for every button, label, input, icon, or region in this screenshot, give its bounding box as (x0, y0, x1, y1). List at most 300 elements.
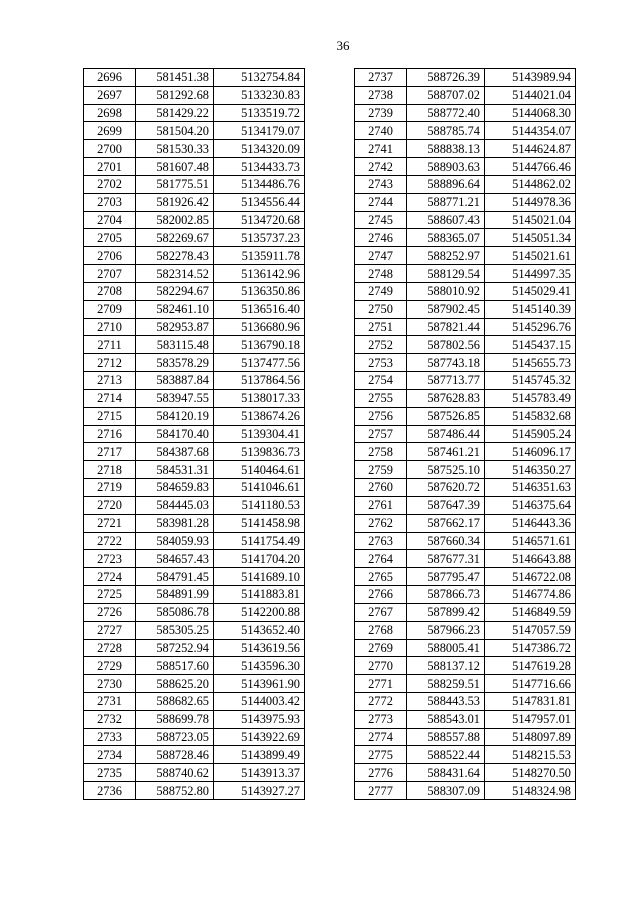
x-coordinate-cell: 588728.46 (136, 746, 214, 764)
y-coordinate-cell: 5144021.04 (485, 86, 576, 104)
table-row (84, 657, 305, 675)
point-number-cell: 2698 (84, 104, 136, 122)
x-coordinate-cell: 588005.41 (407, 639, 485, 657)
x-coordinate-cell: 583887.84 (136, 372, 214, 390)
point-number-cell: 2749 (355, 282, 407, 300)
table-row (84, 389, 305, 407)
point-number-cell: 2743 (355, 175, 407, 193)
y-coordinate-cell: 5147957.01 (485, 710, 576, 728)
x-coordinate-cell: 581292.68 (136, 86, 214, 104)
x-coordinate-cell: 588543.01 (407, 710, 485, 728)
x-coordinate-cell: 588903.63 (407, 158, 485, 176)
y-coordinate-cell: 5136790.18 (214, 336, 305, 354)
point-number-cell: 2726 (84, 603, 136, 621)
x-coordinate-cell: 588557.88 (407, 728, 485, 746)
y-coordinate-cell: 5136142.96 (214, 265, 305, 283)
table-row (355, 621, 576, 639)
table-row (355, 140, 576, 158)
table-row (84, 158, 305, 176)
y-coordinate-cell: 5143652.40 (214, 621, 305, 639)
table-row (355, 158, 576, 176)
point-number-cell: 2730 (84, 675, 136, 693)
point-number-cell: 2756 (355, 407, 407, 425)
point-number-cell: 2735 (84, 764, 136, 782)
point-number-cell: 2760 (355, 479, 407, 497)
y-coordinate-cell: 5144003.42 (214, 692, 305, 710)
y-coordinate-cell: 5136516.40 (214, 300, 305, 318)
table-row (355, 104, 576, 122)
table-row (84, 496, 305, 514)
point-number-cell: 2720 (84, 496, 136, 514)
point-number-cell: 2705 (84, 229, 136, 247)
table-row (84, 710, 305, 728)
point-number-cell: 2762 (355, 514, 407, 532)
point-number-cell: 2769 (355, 639, 407, 657)
table-row (84, 443, 305, 461)
point-number-cell: 2755 (355, 389, 407, 407)
point-number-cell: 2761 (355, 496, 407, 514)
point-number-cell: 2774 (355, 728, 407, 746)
table-row (355, 496, 576, 514)
table-row (355, 639, 576, 657)
point-number-cell: 2739 (355, 104, 407, 122)
table-row (355, 354, 576, 372)
y-coordinate-cell: 5145905.24 (485, 425, 576, 443)
table-row (84, 104, 305, 122)
x-coordinate-cell: 588137.12 (407, 657, 485, 675)
x-coordinate-cell: 584791.45 (136, 568, 214, 586)
point-number-cell: 2700 (84, 140, 136, 158)
point-number-cell: 2741 (355, 140, 407, 158)
table-row (84, 639, 305, 657)
table-row (355, 407, 576, 425)
point-number-cell: 2727 (84, 621, 136, 639)
point-number-cell: 2732 (84, 710, 136, 728)
y-coordinate-cell: 5148270.50 (485, 764, 576, 782)
table-row (355, 122, 576, 140)
y-coordinate-cell: 5138674.26 (214, 407, 305, 425)
table-row (84, 550, 305, 568)
table-row (84, 86, 305, 104)
table-row (84, 193, 305, 211)
y-coordinate-cell: 5146351.63 (485, 479, 576, 497)
x-coordinate-cell: 587677.31 (407, 550, 485, 568)
y-coordinate-cell: 5145051.34 (485, 229, 576, 247)
table-row (84, 282, 305, 300)
x-coordinate-cell: 583578.29 (136, 354, 214, 372)
point-number-cell: 2736 (84, 782, 136, 800)
x-coordinate-cell: 587660.34 (407, 532, 485, 550)
table-row (355, 193, 576, 211)
x-coordinate-cell: 587795.47 (407, 568, 485, 586)
point-number-cell: 2728 (84, 639, 136, 657)
x-coordinate-cell: 588517.60 (136, 657, 214, 675)
x-coordinate-cell: 581530.33 (136, 140, 214, 158)
y-coordinate-cell: 5145029.41 (485, 282, 576, 300)
y-coordinate-cell: 5141689.10 (214, 568, 305, 586)
x-coordinate-cell: 581926.42 (136, 193, 214, 211)
x-coordinate-cell: 581429.22 (136, 104, 214, 122)
point-number-cell: 2703 (84, 193, 136, 211)
x-coordinate-cell: 588723.05 (136, 728, 214, 746)
point-number-cell: 2715 (84, 407, 136, 425)
table-row (84, 122, 305, 140)
point-number-cell: 2709 (84, 300, 136, 318)
table-row (84, 782, 305, 800)
point-number-cell: 2731 (84, 692, 136, 710)
y-coordinate-cell: 5141046.61 (214, 479, 305, 497)
table-row (355, 782, 576, 800)
point-number-cell: 2766 (355, 586, 407, 604)
y-coordinate-cell: 5145296.76 (485, 318, 576, 336)
table-row (84, 407, 305, 425)
point-number-cell: 2753 (355, 354, 407, 372)
table-row (355, 550, 576, 568)
table-row (84, 568, 305, 586)
x-coordinate-cell: 587743.18 (407, 354, 485, 372)
point-number-cell: 2776 (355, 764, 407, 782)
y-coordinate-cell: 5143927.27 (214, 782, 305, 800)
x-coordinate-cell: 588699.78 (136, 710, 214, 728)
y-coordinate-cell: 5147831.81 (485, 692, 576, 710)
y-coordinate-cell: 5139836.73 (214, 443, 305, 461)
point-number-cell: 2713 (84, 372, 136, 390)
table-row (84, 603, 305, 621)
point-number-cell: 2757 (355, 425, 407, 443)
table-row (355, 86, 576, 104)
point-number-cell: 2701 (84, 158, 136, 176)
y-coordinate-cell: 5148324.98 (485, 782, 576, 800)
x-coordinate-cell: 584657.43 (136, 550, 214, 568)
point-number-cell: 2706 (84, 247, 136, 265)
point-number-cell: 2719 (84, 479, 136, 497)
x-coordinate-cell: 588307.09 (407, 782, 485, 800)
x-coordinate-cell: 588726.39 (407, 69, 485, 87)
table-row (84, 211, 305, 229)
y-coordinate-cell: 5146774.86 (485, 586, 576, 604)
x-coordinate-cell: 584387.68 (136, 443, 214, 461)
point-number-cell: 2696 (84, 69, 136, 87)
y-coordinate-cell: 5148215.53 (485, 746, 576, 764)
y-coordinate-cell: 5143975.93 (214, 710, 305, 728)
point-number-cell: 2773 (355, 710, 407, 728)
table-row (84, 728, 305, 746)
point-number-cell: 2729 (84, 657, 136, 675)
point-number-cell: 2750 (355, 300, 407, 318)
y-coordinate-cell: 5140464.61 (214, 461, 305, 479)
y-coordinate-cell: 5146643.88 (485, 550, 576, 568)
table-row (355, 300, 576, 318)
point-number-cell: 2737 (355, 69, 407, 87)
y-coordinate-cell: 5139304.41 (214, 425, 305, 443)
point-number-cell: 2770 (355, 657, 407, 675)
y-coordinate-cell: 5147619.28 (485, 657, 576, 675)
point-number-cell: 2740 (355, 122, 407, 140)
point-number-cell: 2742 (355, 158, 407, 176)
table-row (84, 265, 305, 283)
y-coordinate-cell: 5144354.07 (485, 122, 576, 140)
x-coordinate-cell: 583981.28 (136, 514, 214, 532)
point-number-cell: 2722 (84, 532, 136, 550)
table-row (355, 764, 576, 782)
x-coordinate-cell: 587628.83 (407, 389, 485, 407)
x-coordinate-cell: 587802.56 (407, 336, 485, 354)
table-row (355, 265, 576, 283)
y-coordinate-cell: 5144068.30 (485, 104, 576, 122)
y-coordinate-cell: 5141754.49 (214, 532, 305, 550)
x-coordinate-cell: 588129.54 (407, 265, 485, 283)
point-number-cell: 2759 (355, 461, 407, 479)
y-coordinate-cell: 5143922.69 (214, 728, 305, 746)
y-coordinate-cell: 5141704.20 (214, 550, 305, 568)
table-row (355, 479, 576, 497)
x-coordinate-cell: 588740.62 (136, 764, 214, 782)
y-coordinate-cell: 5145655.73 (485, 354, 576, 372)
y-coordinate-cell: 5146722.08 (485, 568, 576, 586)
x-coordinate-cell: 584445.03 (136, 496, 214, 514)
y-coordinate-cell: 5134556.44 (214, 193, 305, 211)
table-row (355, 425, 576, 443)
table-row (355, 389, 576, 407)
point-number-cell: 2746 (355, 229, 407, 247)
table-row (84, 764, 305, 782)
point-number-cell: 2748 (355, 265, 407, 283)
point-number-cell: 2738 (355, 86, 407, 104)
y-coordinate-cell: 5144978.36 (485, 193, 576, 211)
y-coordinate-cell: 5138017.33 (214, 389, 305, 407)
point-number-cell: 2745 (355, 211, 407, 229)
y-coordinate-cell: 5143596.30 (214, 657, 305, 675)
y-coordinate-cell: 5146849.59 (485, 603, 576, 621)
x-coordinate-cell: 587866.73 (407, 586, 485, 604)
y-coordinate-cell: 5145745.32 (485, 372, 576, 390)
y-coordinate-cell: 5147716.66 (485, 675, 576, 693)
y-coordinate-cell: 5133519.72 (214, 104, 305, 122)
x-coordinate-cell: 587821.44 (407, 318, 485, 336)
y-coordinate-cell: 5137477.56 (214, 354, 305, 372)
table-row (84, 372, 305, 390)
x-coordinate-cell: 587461.21 (407, 443, 485, 461)
table-row (84, 336, 305, 354)
x-coordinate-cell: 587662.17 (407, 514, 485, 532)
point-number-cell: 2765 (355, 568, 407, 586)
point-number-cell: 2707 (84, 265, 136, 283)
y-coordinate-cell: 5143961.90 (214, 675, 305, 693)
x-coordinate-cell: 588707.02 (407, 86, 485, 104)
x-coordinate-cell: 582002.85 (136, 211, 214, 229)
x-coordinate-cell: 588785.74 (407, 122, 485, 140)
y-coordinate-cell: 5147386.72 (485, 639, 576, 657)
table-row (355, 229, 576, 247)
y-coordinate-cell: 5134486.76 (214, 175, 305, 193)
x-coordinate-cell: 587620.72 (407, 479, 485, 497)
x-coordinate-cell: 588522.44 (407, 746, 485, 764)
x-coordinate-cell: 585305.25 (136, 621, 214, 639)
point-number-cell: 2711 (84, 336, 136, 354)
table-body-left (84, 69, 305, 800)
table-row (355, 372, 576, 390)
x-coordinate-cell: 588682.65 (136, 692, 214, 710)
y-coordinate-cell: 5137864.56 (214, 372, 305, 390)
x-coordinate-cell: 587526.85 (407, 407, 485, 425)
point-number-cell: 2724 (84, 568, 136, 586)
x-coordinate-cell: 581504.20 (136, 122, 214, 140)
y-coordinate-cell: 5134720.68 (214, 211, 305, 229)
y-coordinate-cell: 5141883.81 (214, 586, 305, 604)
y-coordinate-cell: 5141180.53 (214, 496, 305, 514)
table-row (355, 514, 576, 532)
point-number-cell: 2777 (355, 782, 407, 800)
x-coordinate-cell: 588252.97 (407, 247, 485, 265)
x-coordinate-cell: 584891.99 (136, 586, 214, 604)
point-number-cell: 2744 (355, 193, 407, 211)
x-coordinate-cell: 583115.48 (136, 336, 214, 354)
x-coordinate-cell: 588365.07 (407, 229, 485, 247)
x-coordinate-cell: 588752.80 (136, 782, 214, 800)
point-number-cell: 2752 (355, 336, 407, 354)
x-coordinate-cell: 588431.64 (407, 764, 485, 782)
x-coordinate-cell: 588772.40 (407, 104, 485, 122)
x-coordinate-cell: 588443.53 (407, 692, 485, 710)
table-row (355, 603, 576, 621)
table-row (355, 461, 576, 479)
x-coordinate-cell: 587252.94 (136, 639, 214, 657)
x-coordinate-cell: 582461.10 (136, 300, 214, 318)
table-row (84, 586, 305, 604)
table-row (355, 746, 576, 764)
point-number-cell: 2710 (84, 318, 136, 336)
point-number-cell: 2775 (355, 746, 407, 764)
x-coordinate-cell: 582294.67 (136, 282, 214, 300)
x-coordinate-cell: 587902.45 (407, 300, 485, 318)
y-coordinate-cell: 5145437.15 (485, 336, 576, 354)
y-coordinate-cell: 5146571.61 (485, 532, 576, 550)
table-row (355, 692, 576, 710)
x-coordinate-cell: 588838.13 (407, 140, 485, 158)
y-coordinate-cell: 5133230.83 (214, 86, 305, 104)
table-row (84, 140, 305, 158)
coordinates-table-left (83, 68, 305, 800)
table-row (355, 336, 576, 354)
table-row (355, 318, 576, 336)
x-coordinate-cell: 581451.38 (136, 69, 214, 87)
point-number-cell: 2714 (84, 389, 136, 407)
y-coordinate-cell: 5146096.17 (485, 443, 576, 461)
point-number-cell: 2772 (355, 692, 407, 710)
table-row (355, 586, 576, 604)
x-coordinate-cell: 585086.78 (136, 603, 214, 621)
point-number-cell: 2763 (355, 532, 407, 550)
table-row (84, 318, 305, 336)
table-row (355, 443, 576, 461)
point-number-cell: 2704 (84, 211, 136, 229)
x-coordinate-cell: 584659.83 (136, 479, 214, 497)
table-row (84, 69, 305, 87)
x-coordinate-cell: 584120.19 (136, 407, 214, 425)
point-number-cell: 2768 (355, 621, 407, 639)
x-coordinate-cell: 588771.21 (407, 193, 485, 211)
y-coordinate-cell: 5142200.88 (214, 603, 305, 621)
table-row (355, 675, 576, 693)
x-coordinate-cell: 582314.52 (136, 265, 214, 283)
table-row (84, 746, 305, 764)
x-coordinate-cell: 581775.51 (136, 175, 214, 193)
point-number-cell: 2721 (84, 514, 136, 532)
y-coordinate-cell: 5134179.07 (214, 122, 305, 140)
y-coordinate-cell: 5147057.59 (485, 621, 576, 639)
y-coordinate-cell: 5144624.87 (485, 140, 576, 158)
point-number-cell: 2771 (355, 675, 407, 693)
table-row (84, 175, 305, 193)
y-coordinate-cell: 5146375.64 (485, 496, 576, 514)
y-coordinate-cell: 5144766.46 (485, 158, 576, 176)
table-row (84, 300, 305, 318)
point-number-cell: 2723 (84, 550, 136, 568)
y-coordinate-cell: 5132754.84 (214, 69, 305, 87)
table-row (355, 69, 576, 87)
x-coordinate-cell: 587713.77 (407, 372, 485, 390)
y-coordinate-cell: 5143899.49 (214, 746, 305, 764)
point-number-cell: 2758 (355, 443, 407, 461)
point-number-cell: 2734 (84, 746, 136, 764)
x-coordinate-cell: 587525.10 (407, 461, 485, 479)
y-coordinate-cell: 5144997.35 (485, 265, 576, 283)
y-coordinate-cell: 5136680.96 (214, 318, 305, 336)
point-number-cell: 2702 (84, 175, 136, 193)
table-row (84, 692, 305, 710)
x-coordinate-cell: 588010.92 (407, 282, 485, 300)
x-coordinate-cell: 588625.20 (136, 675, 214, 693)
table-row (355, 568, 576, 586)
y-coordinate-cell: 5135911.78 (214, 247, 305, 265)
y-coordinate-cell: 5145021.61 (485, 247, 576, 265)
point-number-cell: 2754 (355, 372, 407, 390)
point-number-cell: 2718 (84, 461, 136, 479)
table-row (84, 514, 305, 532)
coordinates-table-right (354, 68, 576, 800)
point-number-cell: 2751 (355, 318, 407, 336)
x-coordinate-cell: 584531.31 (136, 461, 214, 479)
y-coordinate-cell: 5136350.86 (214, 282, 305, 300)
table-row (84, 229, 305, 247)
y-coordinate-cell: 5143619.56 (214, 639, 305, 657)
table-body-right (355, 69, 576, 800)
x-coordinate-cell: 588607.43 (407, 211, 485, 229)
x-coordinate-cell: 584059.93 (136, 532, 214, 550)
point-number-cell: 2716 (84, 425, 136, 443)
point-number-cell: 2747 (355, 247, 407, 265)
x-coordinate-cell: 588259.51 (407, 675, 485, 693)
y-coordinate-cell: 5145021.04 (485, 211, 576, 229)
point-number-cell: 2699 (84, 122, 136, 140)
y-coordinate-cell: 5144862.02 (485, 175, 576, 193)
y-coordinate-cell: 5141458.98 (214, 514, 305, 532)
x-coordinate-cell: 587647.39 (407, 496, 485, 514)
table-row (355, 282, 576, 300)
point-number-cell: 2764 (355, 550, 407, 568)
table-row (84, 479, 305, 497)
y-coordinate-cell: 5145140.39 (485, 300, 576, 318)
table-row (84, 621, 305, 639)
x-coordinate-cell: 584170.40 (136, 425, 214, 443)
table-row (84, 532, 305, 550)
point-number-cell: 2712 (84, 354, 136, 372)
table-row (355, 728, 576, 746)
y-coordinate-cell: 5143913.37 (214, 764, 305, 782)
y-coordinate-cell: 5134433.73 (214, 158, 305, 176)
table-row (355, 657, 576, 675)
point-number-cell: 2767 (355, 603, 407, 621)
